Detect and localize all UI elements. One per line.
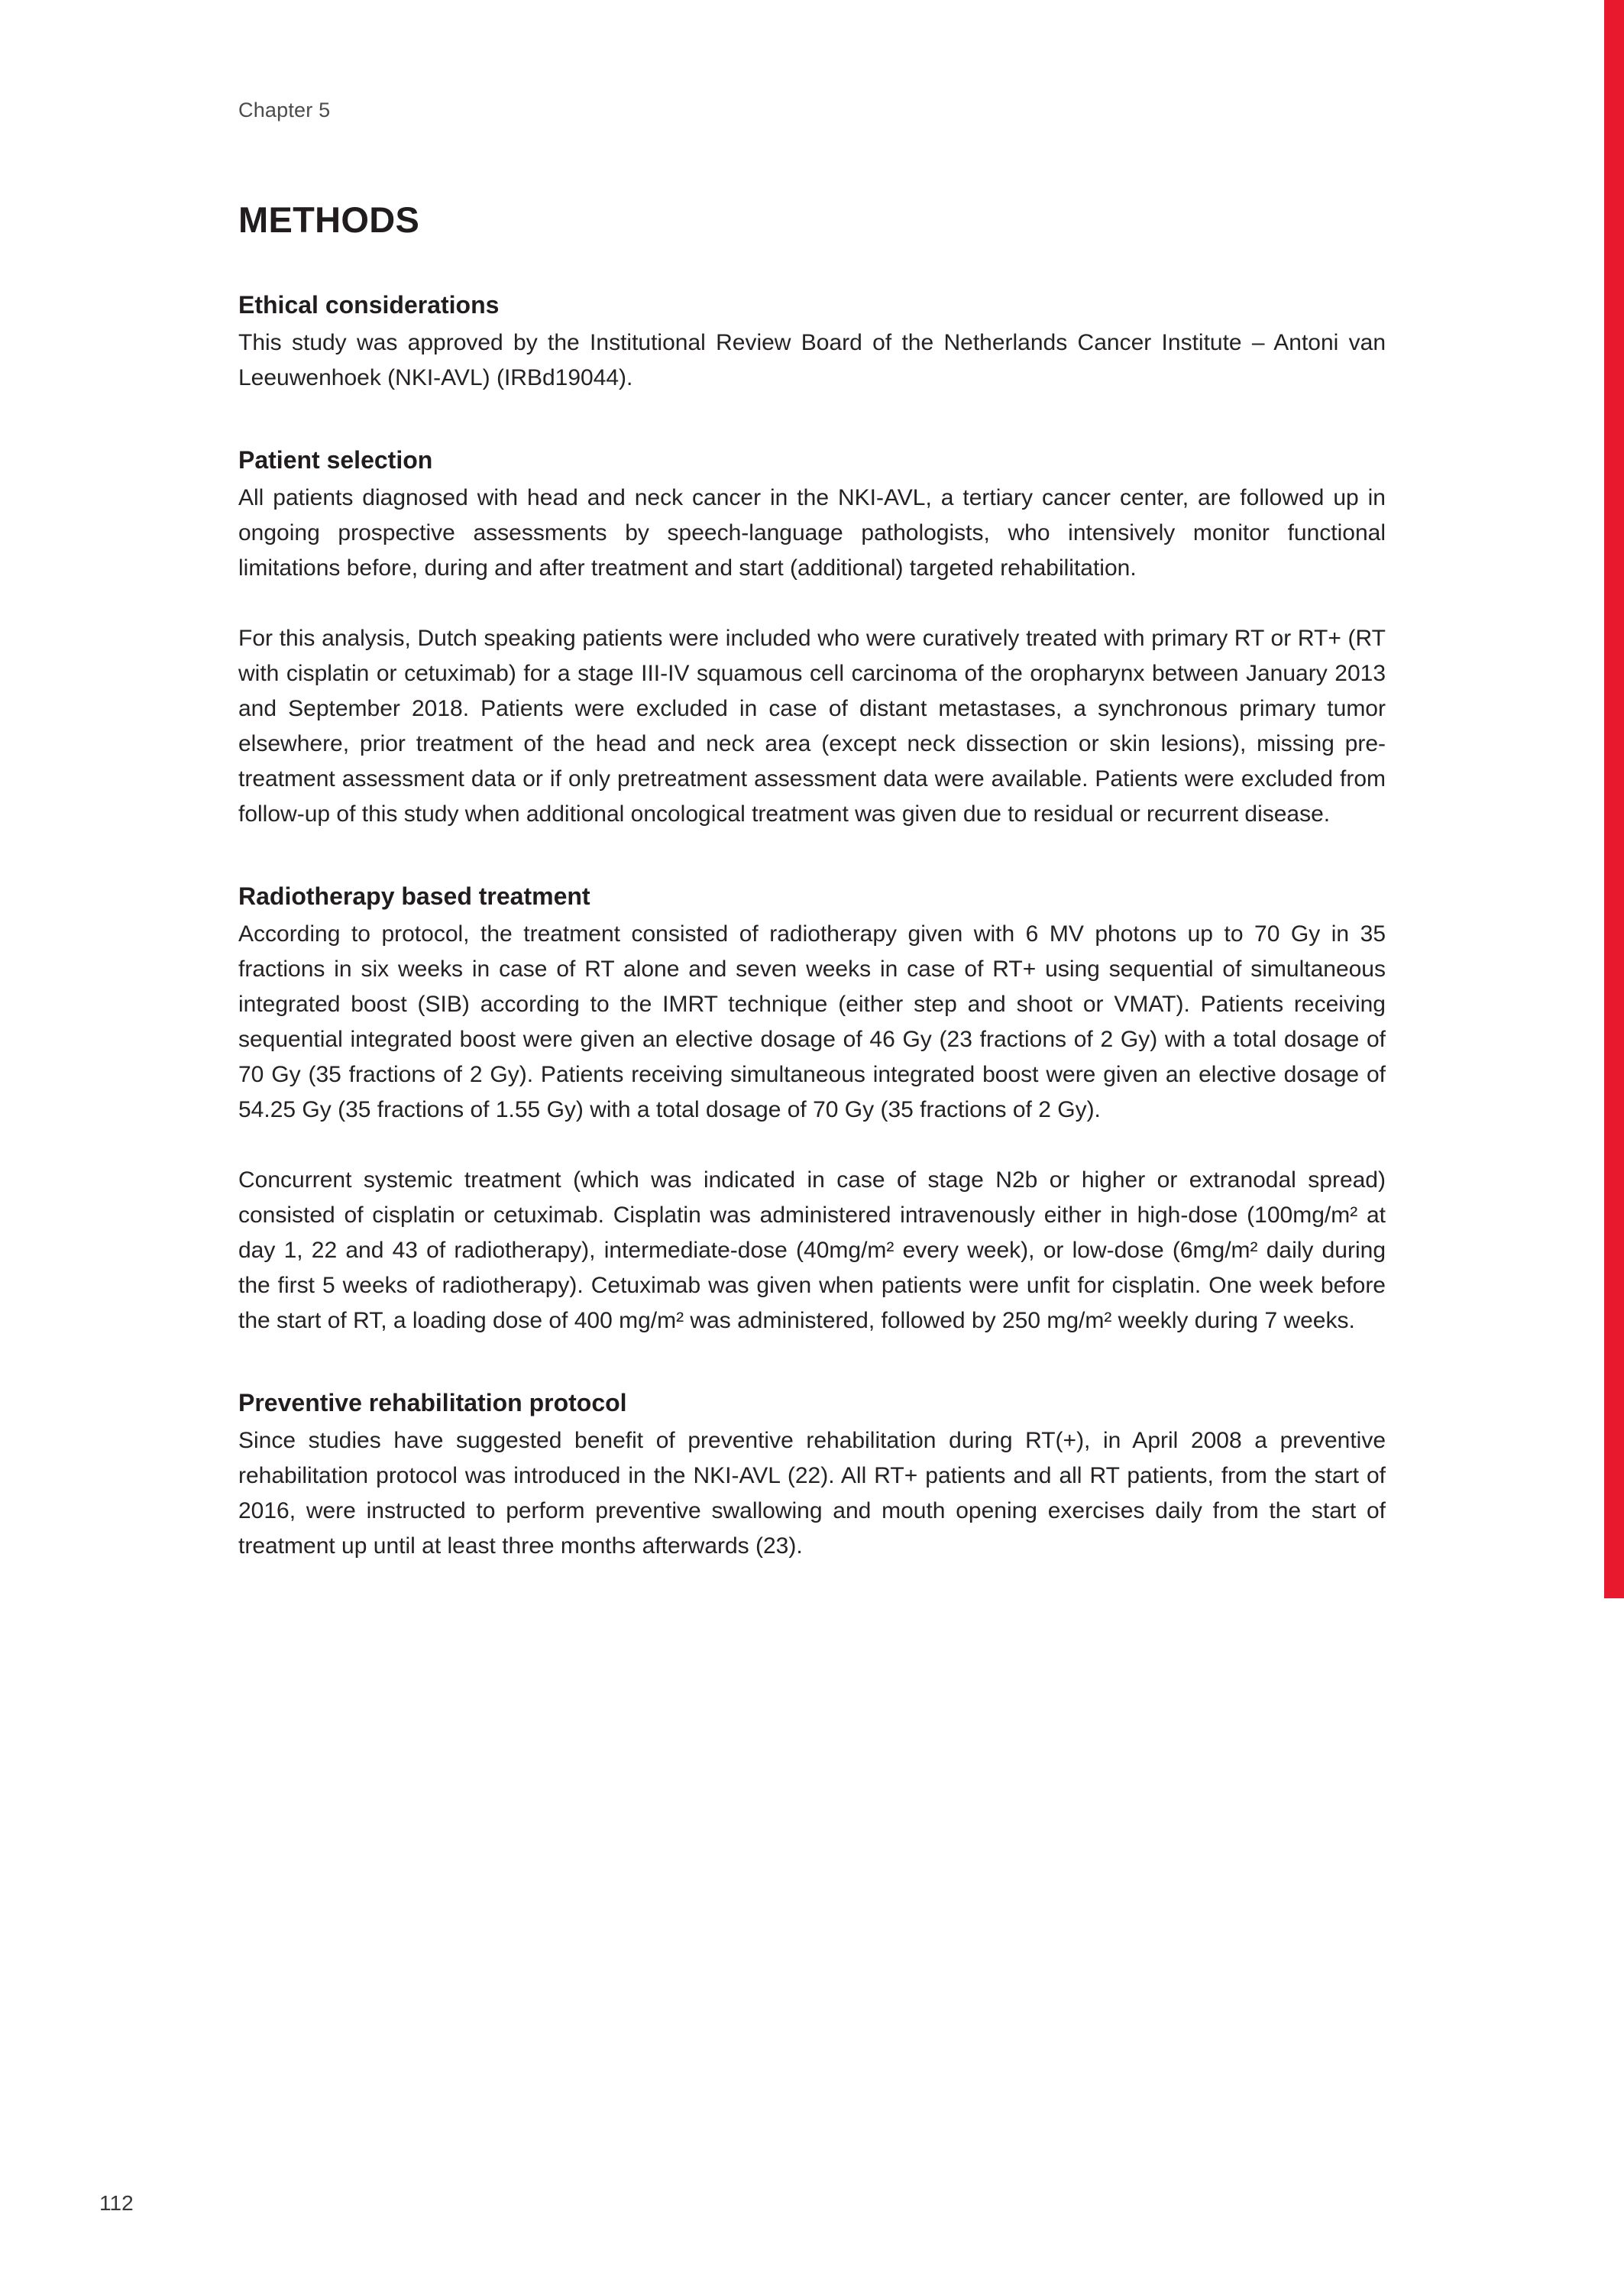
paragraph: All patients diagnosed with head and neck cancer in the NKI-AVL, a tertiary cancer center, are followed up in ongoing prospective assessments by speech-language pathologists, who intensively monitor functional limitations before, during and after treatment and start (additional) targeted rehabilitation. [238, 485, 1386, 581]
section-preventive-rehabilitation-protocol [238, 1389, 1386, 1564]
page-title: METHODS [238, 199, 420, 241]
section-heading: Preventive rehabilitation protocol [238, 1389, 627, 1417]
running-header: Chapter 5 [238, 99, 331, 121]
paragraph: For this analysis, Dutch speaking patients were included who were curatively treated with primary RT or RT+ (RT with cisplatin or cetuximab) for a stage III-IV squamous cell carcinoma of the oropharynx between January 2013 and September 2018. Patients were excluded in case of distant metastases, a synchronous primary tumor elsewhere, prior treatment of the head and neck area (except neck dissection or skin lesions), missing pre-treatment assessment data or if only pretreatment assessment data were available. Patients were excluded from follow-up of this study when additional oncological treatment was given due to residual or recurrent disease. [238, 626, 1386, 827]
paragraph: This study was approved by the Institutional Review Board of the Netherlands Cancer Institute – Antoni van Leeuwenhoek (NKI-AVL) (IRBd19044). [238, 330, 1386, 391]
section-heading: Radiotherapy based treatment [238, 882, 590, 911]
chapter-accent-bar [1604, 0, 1624, 1598]
page-number: 112 [99, 2191, 134, 2215]
section-heading: Patient selection [238, 446, 433, 474]
section-patient-selection [238, 446, 1386, 832]
page-content [238, 98, 1386, 1564]
paragraph: Since studies have suggested benefit of preventive rehabilitation during RT(+), in April 2008 a preventive rehabilitation protocol was introduced in the NKI-AVL (22). All RT+ patients and all RT patients, from the start of 2016, were instructed to perform preventive swallowing and mouth opening exercises daily from the start of treatment up until at least three months afterwards (23). [238, 1428, 1386, 1559]
paragraph: According to protocol, the treatment consisted of radiotherapy given with 6 MV photons up to 70 Gy in 35 fractions in six weeks in case of RT alone and seven weeks in case of RT+ using sequential of simultaneous integrated boost (SIB) according to the IMRT technique (either step and shoot or VMAT). Patients receiving sequential integrated boost were given an elective dosage of 46 Gy (23 fractions of 2 Gy) with a total dosage of 70 Gy (35 fractions of 2 Gy). Patients receiving simultaneous integrated boost were given an elective dosage of 54.25 Gy (35 fractions of 1.55 Gy) with a total dosage of 70 Gy (35 fractions of 2 Gy). [238, 921, 1386, 1123]
paragraph: Concurrent systemic treatment (which was indicated in case of stage N2b or higher or extranodal spread) consisted of cisplatin or cetuximab. Cisplatin was administered intravenously either in high-dose (100mg/m² at day 1, 22 and 43 of radiotherapy), intermediate-dose (40mg/m² every week), or low-dose (6mg/m² daily during the first 5 weeks of radiotherapy). Cetuximab was given when patients were unfit for cisplatin. One week before the start of RT, a loading dose of 400 mg/m² was administered, followed by 250 mg/m² weekly during 7 weeks. [238, 1167, 1386, 1334]
section-radiotherapy-based-treatment [238, 882, 1386, 1339]
section-ethical-considerations [238, 291, 1386, 396]
section-heading: Ethical considerations [238, 291, 500, 319]
